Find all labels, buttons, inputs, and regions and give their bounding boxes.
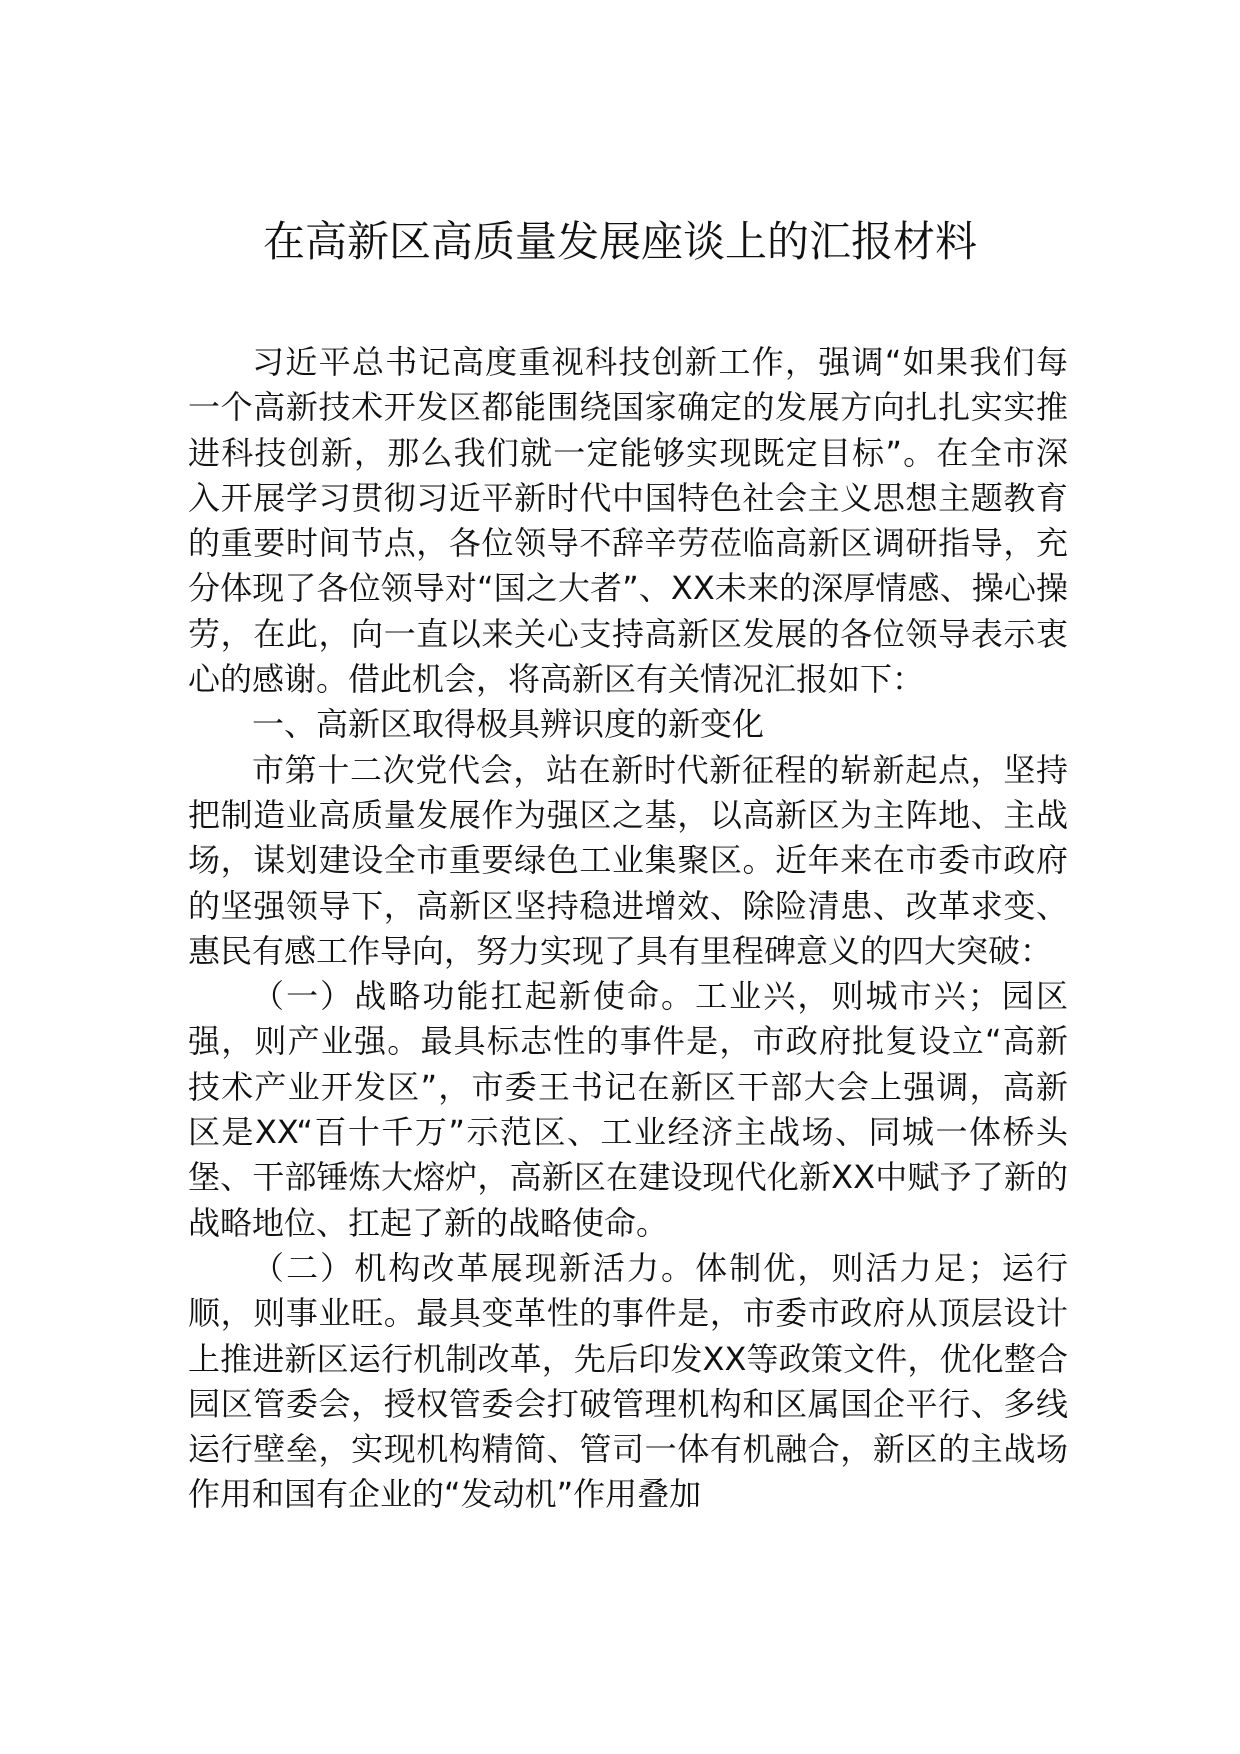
document-title: 在高新区高质量发展座谈上的汇报材料 (262, 217, 977, 266)
intro-paragraph: 习近平总书记高度重视科技创新工作，强调“如果我们每一个高新技术开发区都能围绕国家确定的发展方向扎扎实实推进科技创新，那么我们就一定能够实现既定目标”。在全市深入开展学习贯彻习近平新时代中国特色社会主义思想主题教育的重要时间节点，各位领导不辞辛劳莅临高新区调研指导，充分体现了各位领导对“国之大者”、XX未来的深厚情感、操心操劳，在此，向一直以来关心支持高新区发展的各位领导表示衷心的感谢。借此机会，将高新区有关情况汇报如下： (188, 343, 1068, 699)
subsection-1-paragraph: （一）战略功能扛起新使命。工业兴，则城市兴；园区强，则产业强。最具标志性的事件是，市政府批复设立“高新技术产业开发区”，市委王书记在新区干部大会上强调，高新区是XX“百十千万”示范区、工业经济主战场、同城一体桥头堡、干部锤炼大熔炉，高新区在建设现代化新XX中赋予了新的战略地位、扛起了新的战略使命。 (188, 977, 1068, 1242)
document-body (188, 340, 1068, 1518)
subsection-2-paragraph: （二）机构改革展现新活力。体制优，则活力足；运行顺，则事业旺。最具变革性的事件是，市委市政府从顶层设计上推进新区运行机制改革，先后印发XX等政策文件，优化整合园区管委会，授权管委会打破管理机构和区属国企平行、多线运行壁垒，实现机构精简、管司一体有机融合，新区的主战场作用和国有企业的“发动机”作用叠加 (188, 1248, 1068, 1514)
section-heading-1: 一、高新区取得极具辨识度的新变化 (252, 705, 765, 744)
section-1-paragraph: 市第十二次党代会，站在新时代新征程的崭新起点，坚持把制造业高质量发展作为强区之基，以高新区为主阵地、主战场，谋划建设全市重要绿色工业集聚区。近年来在市委市政府的坚强领导下，高新区坚持稳进增效、除险清患、改革求变、惠民有感工作导向，努力实现了具有里程碑意义的四大突破： (188, 750, 1068, 970)
